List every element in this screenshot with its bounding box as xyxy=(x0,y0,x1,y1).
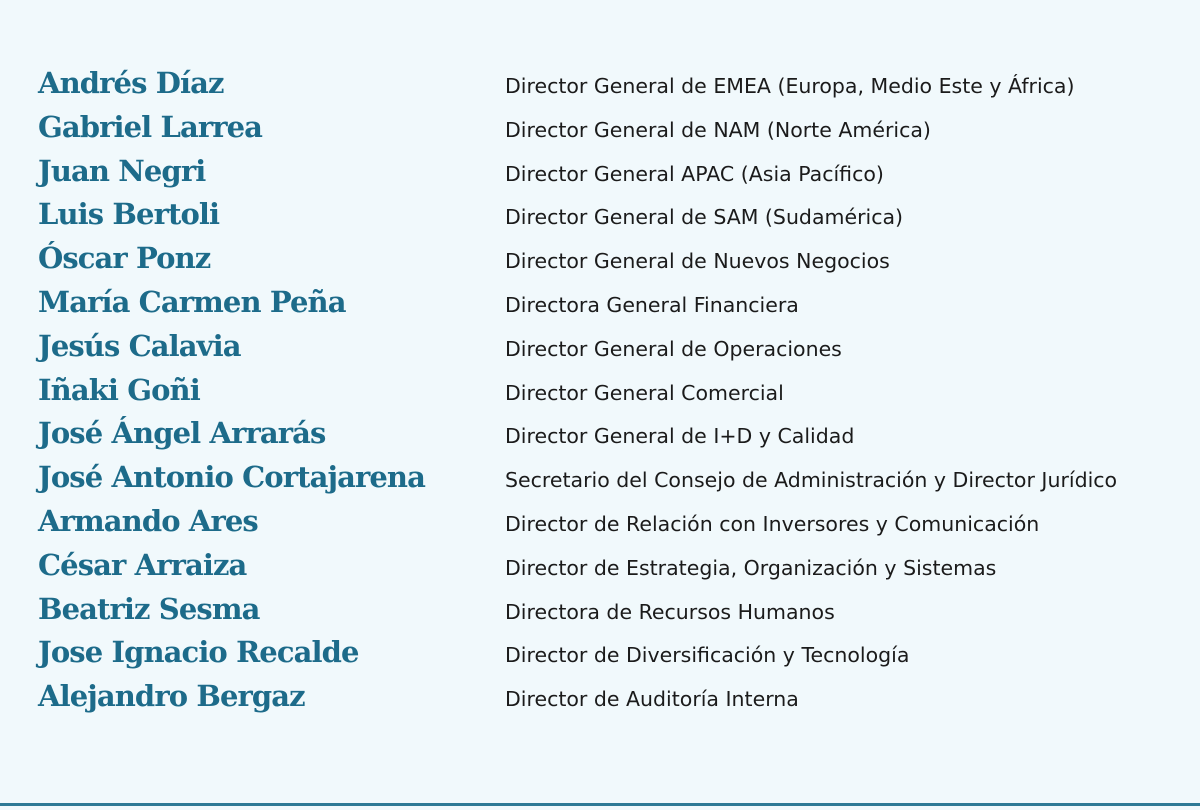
executive-row xyxy=(38,241,1178,285)
executive-name: Iñaki Goñi xyxy=(38,372,200,407)
executive-name: José Antonio Cortajarena xyxy=(38,460,425,495)
executive-row xyxy=(38,416,1178,460)
executive-role: Director General de Operaciones xyxy=(505,336,842,361)
executive-name: José Ángel Arrarás xyxy=(38,416,326,451)
executive-role: Director General de SAM (Sudamérica) xyxy=(505,205,904,230)
executive-name: Juan Negri xyxy=(38,153,206,188)
executive-role: Director de Estrategia, Organización y Sistemas xyxy=(505,555,997,580)
executive-name: Óscar Ponz xyxy=(38,241,211,276)
executive-row xyxy=(38,548,1178,592)
executive-role: Director General de NAM (Norte América) xyxy=(505,117,931,142)
executive-name: Jesús Calavia xyxy=(38,328,241,363)
executive-role: Secretario del Consejo de Administración y Director Jurídico xyxy=(505,468,1118,493)
executive-role: Director General de Nuevos Negocios xyxy=(505,249,890,274)
executive-name: Alejandro Bergaz xyxy=(38,679,305,714)
executive-row xyxy=(38,460,1178,504)
executive-role: Director de Relación con Inversores y Comunicación xyxy=(505,511,1040,536)
executive-row xyxy=(38,504,1178,548)
executive-name: Gabriel Larrea xyxy=(38,109,263,144)
executive-name: Jose Ignacio Recalde xyxy=(38,635,359,670)
executive-name: Armando Ares xyxy=(38,503,258,538)
executive-name: Luis Bertoli xyxy=(38,197,220,232)
executive-row xyxy=(38,285,1178,329)
executive-role: Director General de I+D y Calidad xyxy=(505,424,855,449)
executive-name: María Carmen Peña xyxy=(38,284,346,319)
executive-roster xyxy=(38,66,1178,723)
executive-row xyxy=(38,679,1178,723)
executive-role: Director de Diversificación y Tecnología xyxy=(505,643,910,668)
executive-role: Director General APAC (Asia Pacífico) xyxy=(505,161,884,186)
executive-row xyxy=(38,110,1178,154)
bottom-divider xyxy=(0,803,1200,806)
executive-role: Director General Comercial xyxy=(505,380,784,405)
executive-role: Directora General Financiera xyxy=(505,292,799,317)
executive-row xyxy=(38,197,1178,241)
executive-row xyxy=(38,329,1178,373)
executive-role: Directora de Recursos Humanos xyxy=(505,599,835,624)
executive-role: Director de Auditoría Interna xyxy=(505,687,799,712)
executive-name: Beatriz Sesma xyxy=(38,591,260,626)
executive-name: César Arraiza xyxy=(38,547,247,582)
executive-row xyxy=(38,154,1178,198)
executive-row xyxy=(38,66,1178,110)
executive-name: Andrés Díaz xyxy=(38,66,224,100)
executive-role: Director General de EMEA (Europa, Medio Este y África) xyxy=(505,74,1075,98)
executive-row xyxy=(38,592,1178,636)
executive-row xyxy=(38,635,1178,679)
executive-row xyxy=(38,373,1178,417)
